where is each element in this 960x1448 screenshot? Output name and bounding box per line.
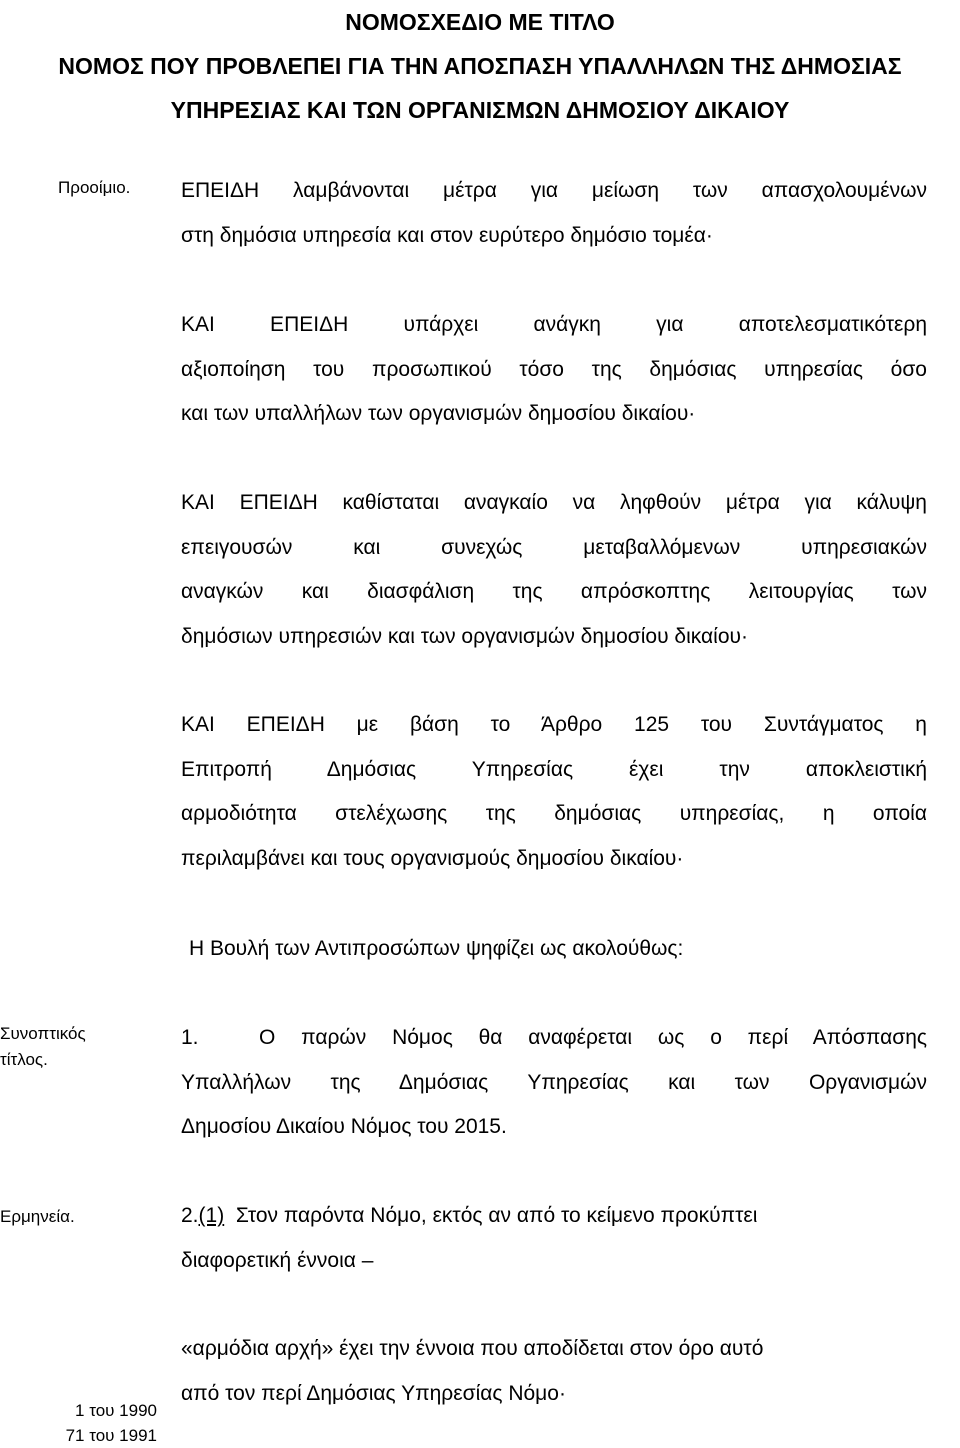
preamble-p4-line-1: ΚΑΙ ΕΠΕΙΔΗ με βάση το Άρθρο 125 του Συντάγματος η	[181, 713, 927, 736]
section-1-number: 1.	[181, 1026, 199, 1049]
section-2-line-1-text: Στον παρόντα Νόμο, εκτός αν από το κείμενο προκύπτει	[235, 1204, 758, 1227]
section-2-margin-label: Ερμηνεία.	[0, 1207, 75, 1226]
preamble-paragraph-1	[181, 169, 927, 258]
section-1-line-3: Δημοσίου Δικαίου Νόμος του 2015.	[181, 1115, 507, 1138]
title-line-3: ΥΠΗΡΕΣΙΑΣ ΚΑΙ ΤΩΝ ΟΡΓΑΝΙΣΜΩΝ ΔΗΜΟΣΙΟΥ ΔΙΚΑΙΟΥ	[170, 97, 790, 123]
preamble-p3-line-2: επειγουσών και συνεχώς μεταβαλλόμενων υπηρεσιακών	[181, 535, 927, 559]
section-1-line-2: Υπαλλήλων της Δημόσιας Υπηρεσίας και των Οργανισμών	[181, 1070, 927, 1094]
section-1	[181, 1016, 927, 1150]
section-2	[181, 1194, 927, 1283]
preamble-paragraph-2	[181, 303, 927, 437]
section-1-line-1	[181, 1016, 927, 1061]
section-1-margin-line-1: Συνοπτικός	[0, 1024, 86, 1043]
preamble-p2-line-2: αξιοποίηση του προσωπικού τόσο της δημόσιας υπηρεσίας όσο	[181, 357, 927, 381]
definition-line-2: από τον περί Δημόσιας Υπηρεσίας Νόμο·	[181, 1381, 566, 1405]
section-2-number: 2.	[181, 1204, 199, 1227]
title-line-2: ΝΟΜΟΣ ΠΟΥ ΠΡΟΒΛΕΠΕΙ ΓΙΑ ΤΗΝ ΑΠΟΣΠΑΣΗ ΥΠΑΛΛΗΛΩΝ ΤΗΣ ΔΗΜΟΣΙΑΣ	[58, 53, 902, 79]
law-references	[0, 1398, 157, 1448]
section-2-line-2: διαφορετική έννοια –	[181, 1248, 374, 1272]
section-2-line-1	[181, 1194, 927, 1239]
section-2-subsection-number: (1)	[198, 1204, 225, 1227]
law-reference-2: 71 του 1991	[65, 1426, 157, 1445]
preamble-p3-line-3: αναγκών και διασφάλιση της απρόσκοπτης λειτουργίας των	[181, 580, 927, 603]
preamble-p4-line-3: αρμοδιότητα στελέχωσης της δημόσιας υπηρεσίας, η οποία	[181, 802, 927, 825]
definition-line-1: «αρμόδια αρχή» έχει την έννοια που αποδίδεται στον όρο αυτό	[181, 1337, 764, 1360]
preamble-paragraph-3	[181, 481, 927, 659]
preamble-margin-label: Προοίμιο.	[58, 178, 131, 197]
preamble-p2-line-1: ΚΑΙ ΕΠΕΙΔΗ υπάρχει ανάγκη για αποτελεσματικότερη	[181, 313, 927, 336]
preamble-p4-line-2: Επιτροπή Δημόσιας Υπηρεσίας έχει την αποκλειστική	[181, 757, 927, 781]
preamble-paragraph-4	[181, 703, 927, 881]
preamble-p2-line-3: και των υπαλλήλων των οργανισμών δημοσίου δικαίου·	[181, 402, 696, 425]
preamble-p4-line-4: περιλαμβάνει και τους οργανισμούς δημοσίου δικαίου·	[181, 846, 684, 870]
enacting-formula: Η Βουλή των Αντιπροσώπων ψηφίζει ως ακολούθως:	[189, 937, 684, 960]
preamble-p1-line-2: στη δημόσια υπηρεσία και στον ευρύτερο δημόσιο τομέα·	[181, 223, 713, 247]
preamble-p3-line-4: δημόσιων υπηρεσιών και των οργανισμών δημοσίου δικαίου·	[181, 624, 748, 648]
section-1-margin-line-2: τίτλος.	[0, 1050, 48, 1069]
preamble-p3-line-1: ΚΑΙ ΕΠΕΙΔΗ καθίσταται αναγκαίο να ληφθούν μέτρα για κάλυψη	[181, 491, 927, 514]
law-reference-1: 1 του 1990	[75, 1401, 157, 1420]
definition-competent-authority	[181, 1327, 927, 1416]
section-1-line-1-text: Ο παρών Νόμος θα αναφέρεται ως ο περί Απόσπασης	[259, 1026, 927, 1049]
preamble-p1-line-1: ΕΠΕΙΔΗ λαμβάνονται μέτρα για μείωση των απασχολουμένων	[181, 179, 927, 202]
section-1-margin-label	[0, 1021, 86, 1073]
bill-title	[0, 0, 960, 132]
title-line-1: ΝΟΜΟΣΧΕΔΙΟ ΜΕ ΤΙΤΛΟ	[345, 9, 615, 35]
